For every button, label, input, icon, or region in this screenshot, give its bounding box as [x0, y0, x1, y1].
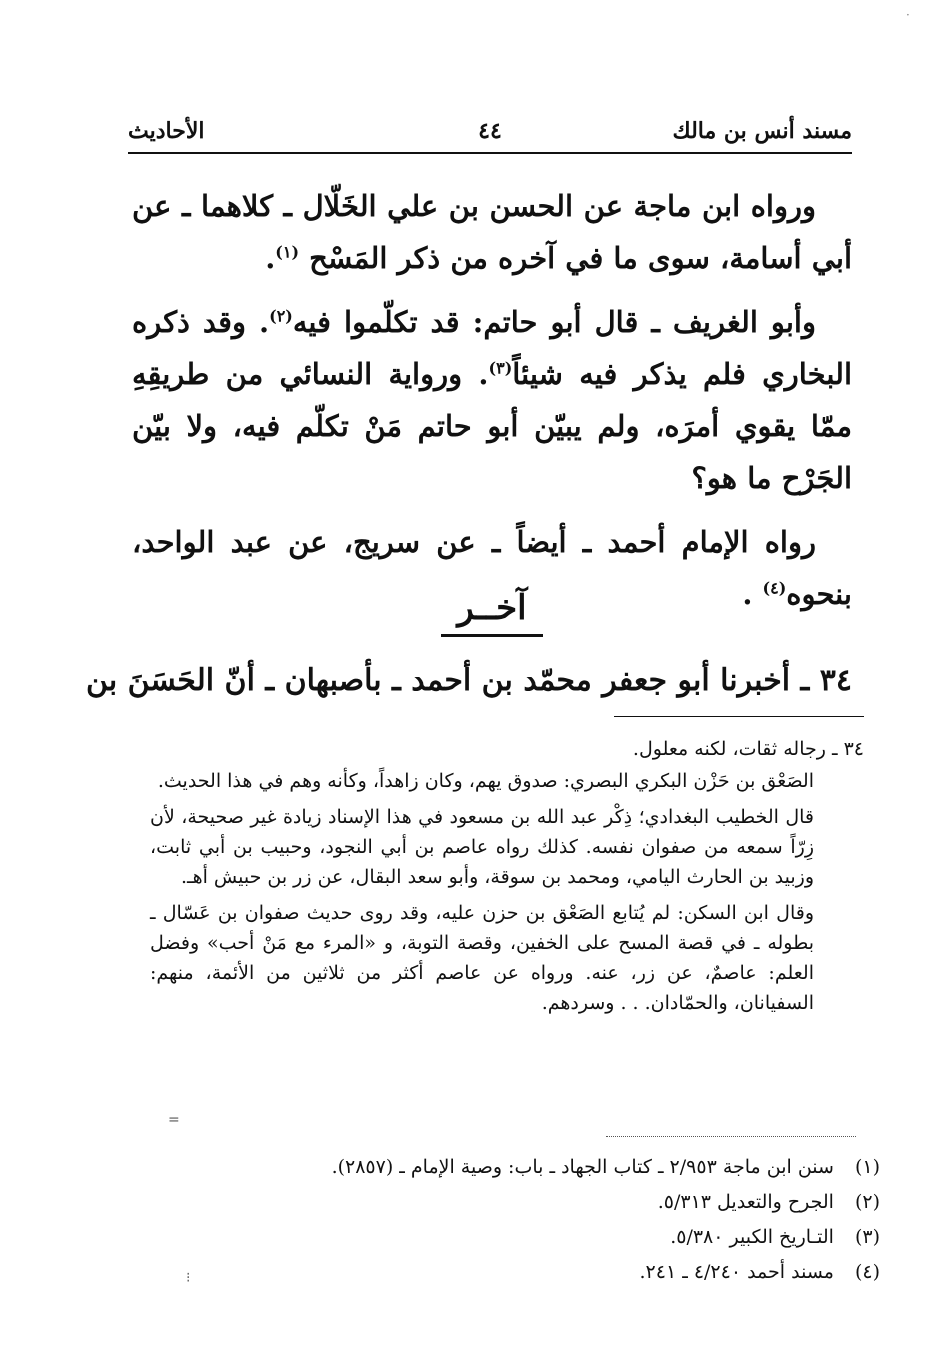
margin-scribble: ⁝ [186, 1270, 191, 1286]
footnote-3 [150, 1220, 880, 1255]
note-paragraph-3: وقال ابن السكن: لم يُتابع الصَعْق بن حزن عليه، وقد روى حديث صفوان بن عَسّال ـ بطوله ـ في قصة المسح على الخفين، وقصة التوبة، و «المرء مع مَنْ أحب» وفضل العلم: عاصمٌ، عن زر، عنه. ورواه عن عاصم أكثر من ثلاثين من الأئمة، منهم: السفيانان، والحمّادان. . . وسردهم. [150, 902, 814, 1014]
paragraph-1-end: . [265, 241, 276, 275]
notes-divider [614, 716, 864, 717]
hadith-number: ٣٤ [819, 663, 852, 698]
hadith-heading [86, 656, 852, 706]
footnote-4-text: مسند أحمد ٤/٢٤٠ ـ ٢٤١. [639, 1261, 834, 1283]
footnote-1 [150, 1150, 880, 1185]
paragraph-2a-text: وأبو الغريف ـ قال أبو حاتم: قد تكلّموا فيه [292, 305, 816, 339]
paragraph-1 [132, 180, 852, 284]
footnote-ref-3[interactable]: (٣) [488, 358, 513, 378]
running-header [128, 112, 852, 154]
footnote-ref-2[interactable]: (٢) [269, 306, 293, 326]
note-paragraph-1: الصَعْق بن حَزْن البكري البصري: صدوق يهم، وكان زاهداً، وكأنه وهم في هذا الحديث. [157, 770, 814, 792]
footnote-2 [150, 1185, 880, 1220]
footnote-3-text: التـاريخ الكبير ٥/٣٨٠. [670, 1226, 834, 1248]
footnote-1-text: سنن ابن ماجة ٢/٩٥٣ ـ كتاب الجهاد ـ باب: وصية الإمام ـ (٢٨٥٧). [331, 1156, 834, 1178]
section-heading [132, 588, 852, 637]
header-section-title: الأحاديث [128, 118, 205, 144]
footnote-1-number: (١) [854, 1156, 880, 1178]
footnote-4-number: (٤) [854, 1261, 880, 1283]
hadith-text: ـ أخبرنا أبو جعفر محمّد بن أحمد ـ بأصبهان ـ أنّ الحَسَنَ بن [86, 663, 810, 698]
header-book-title: مسند أنس بن مالك [672, 118, 852, 144]
margin-speck: = [168, 1112, 180, 1128]
paragraph-1-text: ورواه ابن ماجة عن الحسن بن علي الخَلّال ـ كلاهما ـ عن أبي أسامة، سوى ما في آخره من ذكر المَسْح [132, 189, 852, 275]
footnote-3-number: (٣) [854, 1226, 880, 1248]
paragraph-2b-text: . وقد ذكره البخاري فلم يذكر فيه شيئاً [132, 305, 853, 391]
paragraph-3-end: . [742, 577, 753, 611]
corner-speck: · [906, 8, 910, 22]
footnote-2-text: الجرح والتعديل ٥/٣١٣. [657, 1191, 834, 1213]
main-text [132, 180, 852, 632]
footnotes [150, 1150, 880, 1290]
footnote-ref-1[interactable]: (١) [275, 242, 300, 262]
note-paragraph-2: قال الخطيب البغدادي؛ ذِكْر عبد الله بن مسعود في هذا الإسناد زيادة غير صحيحة، لأن زِرّاً سمعه من صفوان نفسه. كذلك رواه عاصم بن أبي النجود، وحبيب بن أبي ثابت، وزبيد بن الحارث اليامي، ومحمد بن سوقة، وأبو سعد البقال، عن زر بن حبيش أهـ. [150, 806, 814, 888]
paragraph-2 [132, 296, 852, 504]
section-heading-text: آخــر [441, 588, 542, 637]
paragraph-3-text: رواه الإمام أحمد ـ أيضاً ـ عن سريج، عن عبد الواحد، بنحوه [132, 525, 852, 611]
commentary-notes [150, 734, 864, 1024]
note-lead: ٣٤ ـ رجاله ثقات، لكنه معلول. [632, 738, 864, 760]
footnote-ref-4[interactable]: (٤) [762, 578, 787, 598]
footnote-4 [150, 1255, 880, 1290]
footnote-2-number: (٢) [854, 1191, 880, 1213]
paragraph-2c-text: . ورواية النسائي من طريقِهِ ممّا يقوي أمرَه، ولم يبيّن أبو حاتم مَنْ تكلّم فيه، ولا بيّن الجَرْح ما هو؟ [132, 357, 852, 495]
page-number: ٤٤ [478, 118, 502, 144]
footnotes-divider [606, 1136, 856, 1137]
